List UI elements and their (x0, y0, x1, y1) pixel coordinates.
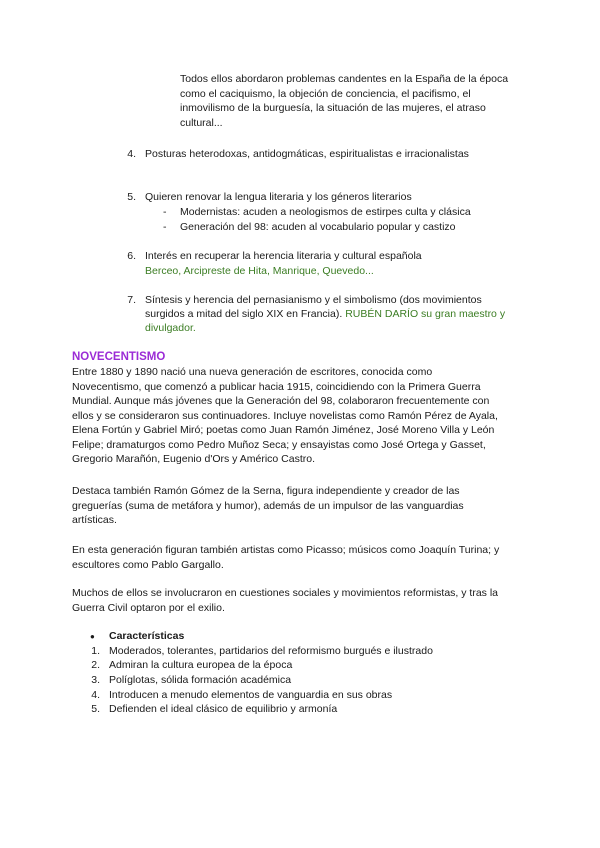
text-line: Felipe; dramaturgos como Pedro Muñoz Seca; y ensayistas como José Ortega y Gasset, (72, 438, 486, 451)
text-line: Muchos de ellos se involucraron en cuestiones sociales y movimientos reformistas, y tras la (72, 587, 499, 599)
ruben-dario-note: RUBÉN DARÍO su gran maestro y (345, 308, 506, 320)
paragraph-1 (72, 365, 542, 467)
list-number: 4. (91, 689, 100, 701)
list-text: Admiran la cultura europea de la época (109, 659, 293, 671)
bullet-icon: ● (90, 632, 95, 641)
list-text: Moderados, tolerantes, partidarios del reformismo burgués e ilustrado (109, 645, 433, 657)
list-text: Introducen a menudo elementos de vanguardia en sus obras (109, 689, 393, 701)
list-text-part: surgidos a mitad del siglo XIX en Francia). (145, 308, 343, 320)
list-number: 3. (91, 674, 100, 686)
sub-item: Modernistas: acuden a neologismos de estirpes culta y clásica (180, 206, 471, 218)
list-text: Políglotas, sólida formación académica (109, 674, 292, 686)
text-line: como el caciquismo, la objeción de conciencia, el pacifismo, el (180, 87, 471, 100)
list-text: Posturas heterodoxas, antidogmáticas, espiritualistas e irracionalistas (145, 148, 469, 160)
text-line: Novecentismo, que comenzó a publicar hacia 1915, coincidiendo con la Primera Guerra (72, 380, 481, 393)
list-text: Interés en recuperar la herencia literaria y cultural española (145, 250, 422, 262)
text-line: Elena Fortún y Gabriel Miró; poetas como Juan Ramón Jiménez, José Moreno Villa y León (72, 424, 495, 436)
list-number: 1. (91, 645, 100, 657)
text-line: Entre 1880 y 1890 nació una nueva generación de escritores, conocida como (72, 366, 433, 378)
paragraph-2 (72, 484, 542, 528)
text-line: inmovilismo de la burguesía, la situación de las mujeres, el atraso (180, 102, 486, 114)
text-line: Gregorio Marañón, Eugenio d'Ors y Américo Castro. (72, 453, 316, 465)
dash-bullet: - (163, 206, 167, 218)
characteristics-title: Características (109, 630, 185, 642)
section-title: NOVECENTISMO (72, 351, 166, 363)
authors-note: Berceo, Arcipreste de Hita, Manrique, Quevedo... (145, 265, 374, 277)
list-text: Quieren renovar la lengua literaria y los géneros literarios (145, 191, 412, 203)
text-line: escultores como Pablo Gargallo. (72, 558, 224, 571)
text-line: ellos y se consideraron sus continuadores. Incluye novelistas como Ramón Pérez de Ayala, (72, 409, 498, 422)
list-number: 4. (127, 148, 136, 160)
list-text: Defienden el ideal clásico de equilibrio y armonía (109, 703, 338, 715)
list-text (145, 307, 505, 322)
sub-item: Generación del 98: acuden al vocabulario popular y castizo (180, 221, 456, 233)
paragraph-3 (72, 543, 542, 572)
text-line: Todos ellos abordaron problemas candentes en la España de la época (180, 73, 509, 85)
text-line: cultural... (180, 116, 223, 129)
list-number: 7. (127, 294, 136, 306)
list-number: 2. (91, 659, 100, 671)
text-line: Destaca también Ramón Gómez de la Serna, figura independiente y creador de las (72, 485, 460, 497)
list-text: Síntesis y herencia del pernasianismo y el simbolismo (dos movimientos (145, 294, 482, 306)
ruben-dario-note-cont: divulgador. (145, 322, 196, 334)
text-line: greguerías (suma de metáfora y humor), además de un impulsor de las vanguardias (72, 499, 464, 512)
text-line: Guerra Civil optaron por el exilio. (72, 601, 225, 614)
list-number: 6. (127, 250, 136, 262)
intro-paragraph (180, 72, 560, 130)
list-number: 5. (127, 191, 136, 203)
list-number: 5. (91, 703, 100, 715)
text-line: artísticas. (72, 514, 117, 526)
paragraph-4 (72, 586, 542, 615)
text-line: Mundial. Aunque más jóvenes que la Generación del 98, colaboraron frecuentemente con (72, 395, 490, 407)
text-line: En esta generación figuran también artistas como Picasso; músicos como Joaquín Turina; y (72, 544, 500, 556)
dash-bullet: - (163, 221, 167, 233)
